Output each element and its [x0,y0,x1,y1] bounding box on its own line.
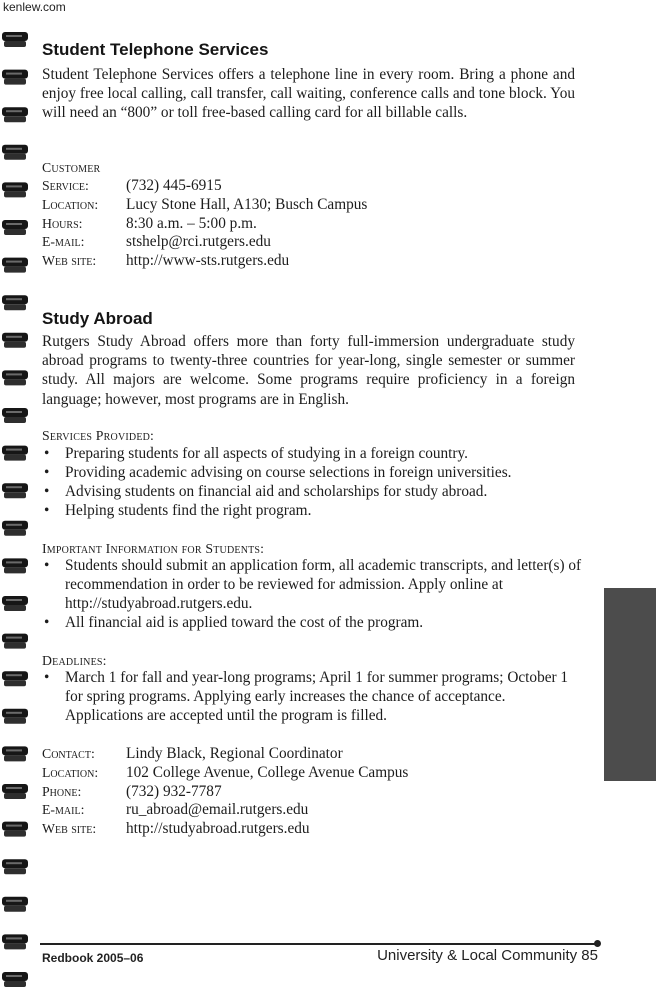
customer-label: Customer [42,160,101,175]
services-list [42,445,582,521]
study-abroad-description: Rutgers Study Abroad offers more than forty full-immersion undergraduate study abroad programs to twenty-three countries for year-long, single semester or summer study. All majors are welcome. Some programs require proficiency in a foreign language; however, most programs are in English. [42,333,575,408]
info-row-email: E-mail: ru_abroad@email.rutgers.edu [42,801,309,819]
binding-coil [2,408,28,423]
binding-coil [2,295,28,310]
info-row-website: Web site: http://www-sts.rutgers.edu [42,252,290,270]
binding-coil [2,746,28,761]
list-item: • All financial aid is applied toward the cost of the program. [44,613,424,631]
binding-coil [2,32,28,47]
important-heading: Important Information for Students: [42,541,265,556]
binding-coil [2,784,28,799]
telephone-description: Student Telephone Services offers a telephone line in every room. Bring a phone and enjoy free local calling, call transfer, call waiting, conference calls and tone block. You will need an “800” or toll free-based calling card for all billable calls. [42,66,575,122]
binding-coil [2,483,28,498]
bullet-dot: • [44,501,50,519]
important-list [42,557,582,633]
binding-coil [2,972,28,987]
binding-coil [2,521,28,536]
binding-coil [2,107,28,122]
binding-coil [2,145,28,160]
info-row-hours: Hours: 8:30 a.m. – 5:00 p.m. [42,214,257,232]
binding-coil [2,934,28,949]
info-row-phone: Phone: (732) 932-7787 [42,782,222,800]
deadlines-list [42,669,582,726]
binding-coil [2,70,28,85]
info-row-location: Location: Lucy Stone Hall, A130; Busch Campus [42,195,368,213]
binding-coil [2,258,28,273]
bullet-dot: • [44,463,50,481]
binding-coil [2,822,28,837]
footer-rule [40,943,596,945]
telephone-contact-info [42,177,367,271]
footer-publication: Redbook 2005–06 [42,951,144,965]
binding-coil [2,182,28,197]
binding-coil [2,446,28,461]
footer-dot [594,940,601,947]
services-heading: Services Provided: [42,428,155,443]
footer-section-page: University & Local Community 85 [377,947,598,964]
section-title-telephone: Student Telephone Services [42,40,269,59]
binding-coil [2,220,28,235]
section-tab [604,588,656,781]
list-item: • March 1 for fall and year-long programs; April 1 for summer programs; October 1 for spring programs. Applying early increases the chance of acceptance. Applications are accepted until the program is filled. [44,669,569,724]
info-row-service: Service: (732) 445-6915 [42,177,222,194]
list-item: • Providing academic advising on course selections in foreign universities. [44,463,512,481]
list-item: • Preparing students for all aspects of studying in a foreign country. [44,445,469,462]
watermark: kenlew.com [3,0,66,14]
section-title-study-abroad: Study Abroad [42,309,153,328]
binding-coil [2,634,28,649]
binding-coil [2,370,28,385]
info-row-website: Web site: http://studyabroad.rutgers.edu [42,820,310,838]
binding-coil [2,671,28,686]
bullet-dot: • [44,613,50,631]
binding-coil [2,333,28,348]
bullet-dot: • [44,669,50,686]
binding-coil [2,709,28,724]
bullet-dot: • [44,557,50,574]
binding-coil [2,558,28,573]
info-row-email: E-mail: stshelp@rci.rutgers.edu [42,233,271,251]
binding-coil [2,596,28,611]
info-row-location: Location: 102 College Avenue, College Avenue Campus [42,763,409,781]
study-abroad-contact-info [42,745,408,839]
list-item: • Helping students find the right program. [44,501,312,519]
deadlines-heading: Deadlines: [42,653,107,668]
list-item: • Students should submit an application form, all academic transcripts, and letter(s) of recommendation in order to be reviewed for admission. Apply online at http://studyabroad.rutgers.edu. [44,557,582,612]
spiral-binding-icon [0,0,34,1000]
bullet-dot: • [44,482,50,500]
binding-coil [2,897,28,912]
list-item: • Advising students on financial aid and scholarships for study abroad. [44,482,488,500]
bullet-dot: • [44,445,50,462]
info-row-contact: Contact: Lindy Black, Regional Coordinator [42,745,343,762]
binding-coil [2,859,28,874]
